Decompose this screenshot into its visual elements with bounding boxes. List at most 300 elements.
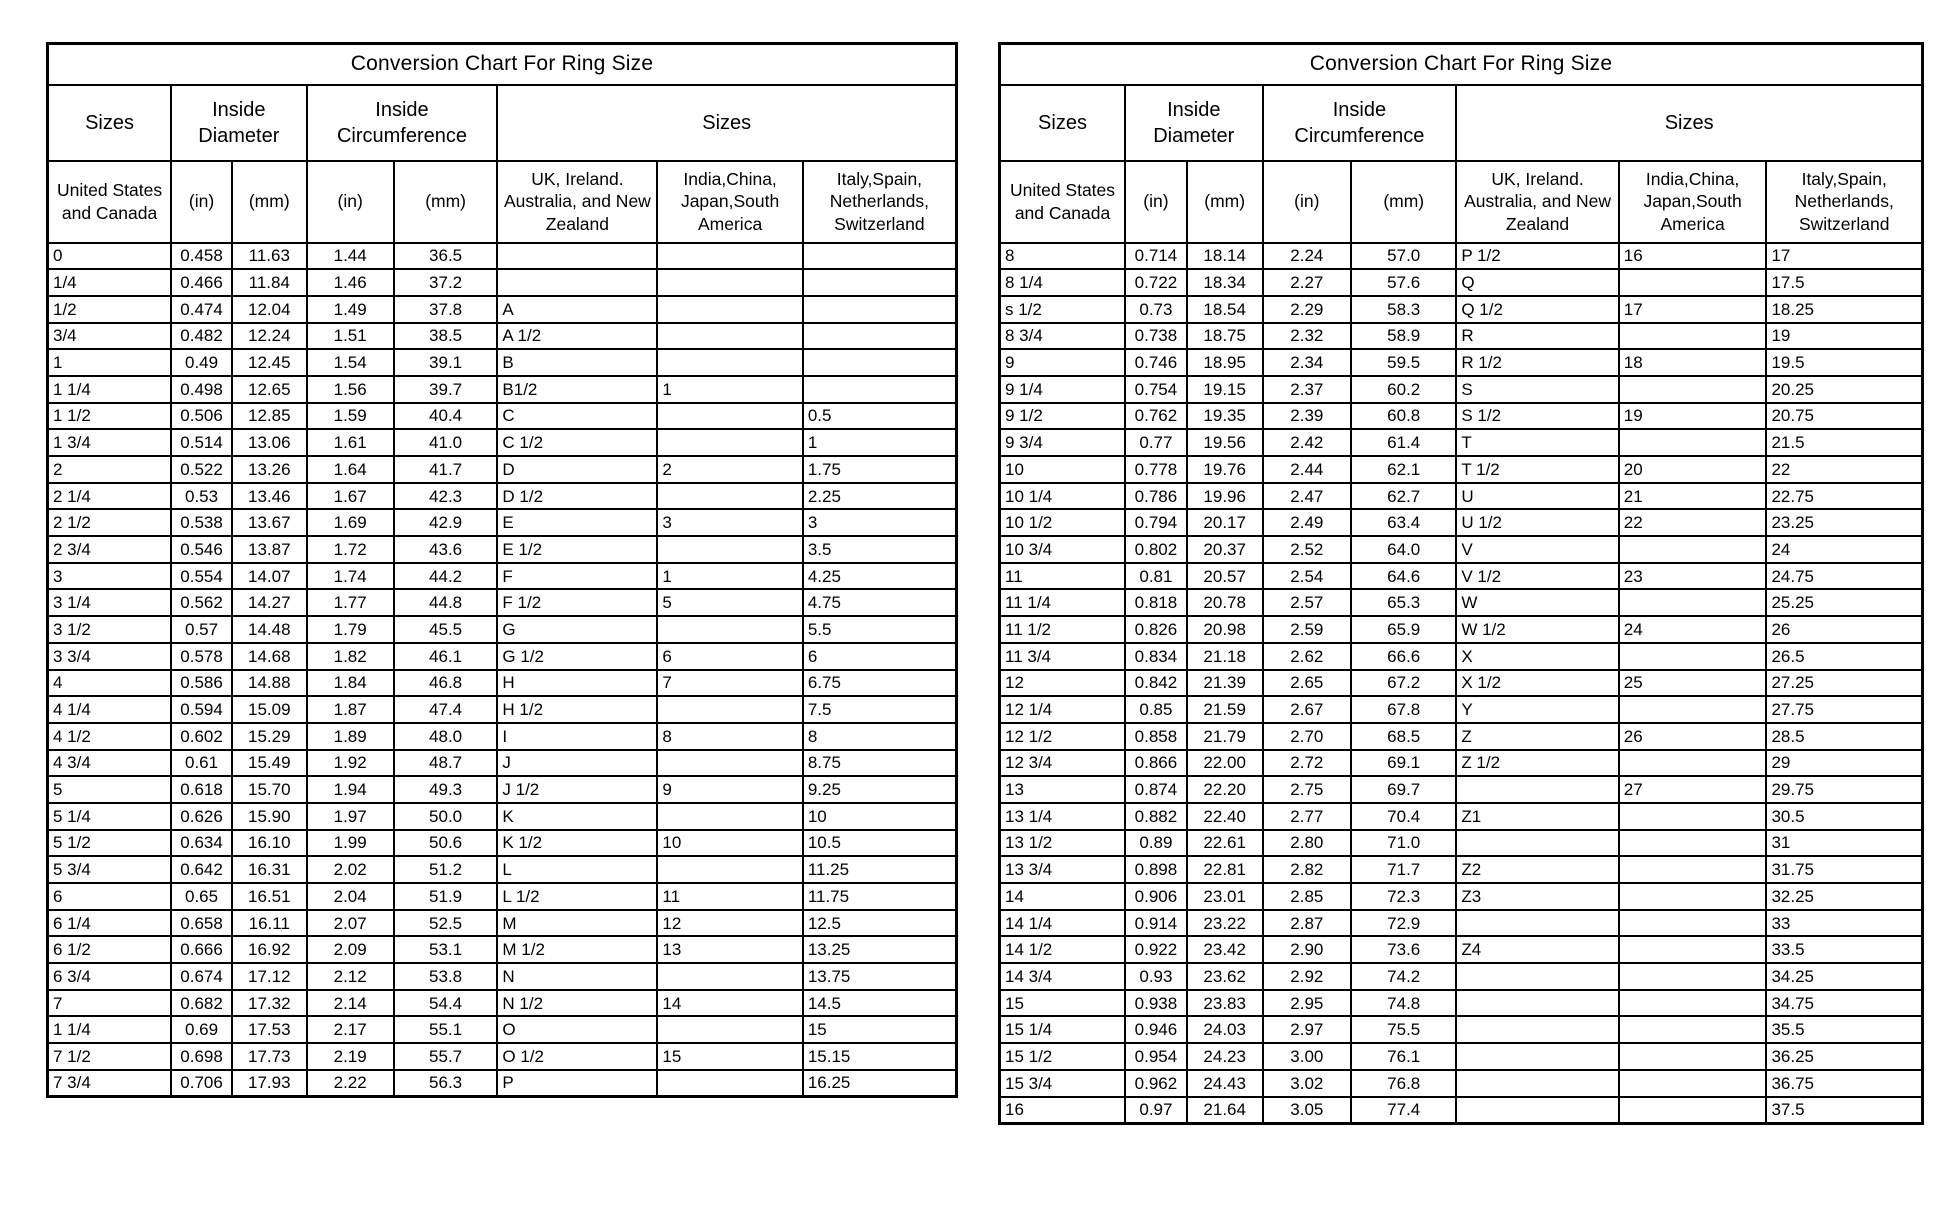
cell: 17 [1766, 243, 1922, 270]
cell: 71.7 [1351, 856, 1456, 883]
table-row [1000, 536, 1923, 563]
cell: S [1456, 376, 1618, 403]
table-title: Conversion Chart For Ring Size [1000, 44, 1923, 85]
cell: 46.1 [394, 643, 498, 670]
cell: 19.76 [1187, 456, 1263, 483]
cell: 3/4 [48, 323, 172, 350]
cell: 1/4 [48, 269, 172, 296]
cell: 13.25 [803, 936, 957, 963]
cell: 12 1/2 [1000, 723, 1126, 750]
table-row [48, 323, 957, 350]
cell: 75.5 [1351, 1016, 1456, 1043]
table-row [48, 243, 957, 270]
cell: 22.20 [1187, 776, 1263, 803]
cell: A [497, 296, 657, 323]
cell: 18.25 [1766, 296, 1922, 323]
cell [803, 296, 957, 323]
cell: 13 3/4 [1000, 856, 1126, 883]
cell: 8.75 [803, 750, 957, 777]
cell: 33.5 [1766, 936, 1922, 963]
cell: 2 3/4 [48, 536, 172, 563]
cell: 0.482 [171, 323, 232, 350]
cell: 0.97 [1125, 1097, 1187, 1124]
table-row [1000, 830, 1923, 857]
cell: 0.466 [171, 269, 232, 296]
cell [1619, 910, 1767, 937]
table-row [1000, 803, 1923, 830]
cell: 1.75 [803, 456, 957, 483]
cell: 1.94 [307, 776, 394, 803]
cell: 17 [1619, 296, 1767, 323]
table-row [48, 830, 957, 857]
cell: 5.5 [803, 616, 957, 643]
cell: 25.25 [1766, 589, 1922, 616]
cell: 13 1/4 [1000, 803, 1126, 830]
cell: 13.46 [232, 483, 307, 510]
cell: 17.12 [232, 963, 307, 990]
cell: 2.82 [1263, 856, 1352, 883]
table-row [1000, 269, 1923, 296]
cell: H [497, 670, 657, 697]
cell: 24.75 [1766, 563, 1922, 590]
cell: 18.54 [1187, 296, 1263, 323]
cell: 27 [1619, 776, 1767, 803]
cell: 10.5 [803, 830, 957, 857]
cell: 57.0 [1351, 243, 1456, 270]
cell: 1.77 [307, 589, 394, 616]
cell: 22.75 [1766, 483, 1922, 510]
cell: 35.5 [1766, 1016, 1922, 1043]
cell: 17.32 [232, 990, 307, 1017]
table-row [1000, 616, 1923, 643]
subheader-us-canada: United States and Canada [48, 161, 172, 243]
cell: 15 1/4 [1000, 1016, 1126, 1043]
cell: 77.4 [1351, 1097, 1456, 1124]
table-row [48, 670, 957, 697]
header-sizes-international: Sizes [497, 85, 956, 161]
table-row [1000, 243, 1923, 270]
cell: 15 [1000, 990, 1126, 1017]
cell: 5 3/4 [48, 856, 172, 883]
cell: 18 [1619, 349, 1767, 376]
cell: 21 [1619, 483, 1767, 510]
table-row [48, 990, 957, 1017]
cell: 2 [48, 456, 172, 483]
cell: 69.7 [1351, 776, 1456, 803]
cell: 64.6 [1351, 563, 1456, 590]
cell [1619, 536, 1767, 563]
cell: 1.44 [307, 243, 394, 270]
cell: 0.61 [171, 750, 232, 777]
cell: 42.3 [394, 483, 498, 510]
cell: 6 [657, 643, 802, 670]
cell: 15.09 [232, 696, 307, 723]
table-row [1000, 429, 1923, 456]
cell: I [497, 723, 657, 750]
cell: 0.522 [171, 456, 232, 483]
cell: K 1/2 [497, 830, 657, 857]
cell: 19.15 [1187, 376, 1263, 403]
cell: 41.7 [394, 456, 498, 483]
cell: 66.6 [1351, 643, 1456, 670]
cell [1619, 269, 1767, 296]
cell: 2.87 [1263, 910, 1352, 937]
cell: 31 [1766, 830, 1922, 857]
table-row [48, 536, 957, 563]
cell: 0.914 [1125, 910, 1187, 937]
cell: 5 [657, 589, 802, 616]
cell: 2.95 [1263, 990, 1352, 1017]
cell: 13 [657, 936, 802, 963]
cell: 26.5 [1766, 643, 1922, 670]
cell: 5 1/4 [48, 803, 172, 830]
cell: 12 3/4 [1000, 750, 1126, 777]
cell: 1.67 [307, 483, 394, 510]
cell: 48.0 [394, 723, 498, 750]
cell: 59.5 [1351, 349, 1456, 376]
cell: 0.722 [1125, 269, 1187, 296]
cell: 9 1/4 [1000, 376, 1126, 403]
cell: 0.898 [1125, 856, 1187, 883]
cell: 2.24 [1263, 243, 1352, 270]
cell: 10 3/4 [1000, 536, 1126, 563]
cell [657, 243, 802, 270]
cell: 52.5 [394, 910, 498, 937]
cell: 3 [657, 509, 802, 536]
cell: 38.5 [394, 323, 498, 350]
cell [497, 269, 657, 296]
cell: 0.81 [1125, 563, 1187, 590]
cell: 8 [1000, 243, 1126, 270]
cell [1619, 1097, 1767, 1124]
cell: 0.498 [171, 376, 232, 403]
cell [657, 1016, 802, 1043]
cell: 6 [803, 643, 957, 670]
cell: 2.77 [1263, 803, 1352, 830]
cell: J 1/2 [497, 776, 657, 803]
cell: D 1/2 [497, 483, 657, 510]
cell: 2.22 [307, 1070, 394, 1097]
cell: 67.2 [1351, 670, 1456, 697]
cell: 11.75 [803, 883, 957, 910]
cell: 62.1 [1351, 456, 1456, 483]
ring-size-conversion-table-right [998, 42, 1924, 1125]
table-row [1000, 750, 1923, 777]
cell: 14.48 [232, 616, 307, 643]
cell: 12 1/4 [1000, 696, 1126, 723]
cell: 1.84 [307, 670, 394, 697]
cell [803, 349, 957, 376]
cell: Z3 [1456, 883, 1618, 910]
cell: 46.8 [394, 670, 498, 697]
cell: 55.1 [394, 1016, 498, 1043]
cell: 16.10 [232, 830, 307, 857]
cell: 56.3 [394, 1070, 498, 1097]
cell: 0.642 [171, 856, 232, 883]
cell: 0.474 [171, 296, 232, 323]
cell: 11.63 [232, 243, 307, 270]
cell: 65.3 [1351, 589, 1456, 616]
cell: 9 [1000, 349, 1126, 376]
table-row [1000, 990, 1923, 1017]
cell: J [497, 750, 657, 777]
cell: 22.81 [1187, 856, 1263, 883]
cell: 17.93 [232, 1070, 307, 1097]
subheader-uk-ireland-australia-nz: UK, Ireland. Australia, and New Zealand [497, 161, 657, 243]
cell: 62.7 [1351, 483, 1456, 510]
cell: 2.32 [1263, 323, 1352, 350]
cell: 0.946 [1125, 1016, 1187, 1043]
cell: 14 [1000, 883, 1126, 910]
table-row [1000, 1070, 1923, 1097]
cell: X 1/2 [1456, 670, 1618, 697]
cell: 0.626 [171, 803, 232, 830]
table-row [1000, 696, 1923, 723]
cell: 11.84 [232, 269, 307, 296]
cell: 2 1/2 [48, 509, 172, 536]
cell: 2.29 [1263, 296, 1352, 323]
cell [1619, 856, 1767, 883]
cell: 1.56 [307, 376, 394, 403]
cell: 2.72 [1263, 750, 1352, 777]
cell: 23.22 [1187, 910, 1263, 937]
cell [1456, 990, 1618, 1017]
table-row [1000, 483, 1923, 510]
table-row [48, 643, 957, 670]
cell: 39.7 [394, 376, 498, 403]
table-row [48, 856, 957, 883]
cell: Z2 [1456, 856, 1618, 883]
cell: 73.6 [1351, 936, 1456, 963]
cell: 24.43 [1187, 1070, 1263, 1097]
cell: 2.44 [1263, 456, 1352, 483]
cell [657, 803, 802, 830]
cell: 1.61 [307, 429, 394, 456]
cell [657, 1070, 802, 1097]
cell: 33 [1766, 910, 1922, 937]
cell: G [497, 616, 657, 643]
table-row [48, 509, 957, 536]
cell: 20.37 [1187, 536, 1263, 563]
cell: 1.79 [307, 616, 394, 643]
cell: W 1/2 [1456, 616, 1618, 643]
table-row [1000, 910, 1923, 937]
cell [657, 856, 802, 883]
cell: 0.762 [1125, 403, 1187, 430]
cell: 19.35 [1187, 403, 1263, 430]
cell: B1/2 [497, 376, 657, 403]
cell: 0.594 [171, 696, 232, 723]
cell: 2.49 [1263, 509, 1352, 536]
cell: 0.754 [1125, 376, 1187, 403]
cell: 12.04 [232, 296, 307, 323]
cell: 30.5 [1766, 803, 1922, 830]
cell: 1.87 [307, 696, 394, 723]
cell: 2.67 [1263, 696, 1352, 723]
cell: 2.80 [1263, 830, 1352, 857]
cell: 20 [1619, 456, 1767, 483]
cell: 6 1/4 [48, 910, 172, 937]
cell: 12.65 [232, 376, 307, 403]
cell: 0.658 [171, 910, 232, 937]
cell: 0.618 [171, 776, 232, 803]
cell: 16.11 [232, 910, 307, 937]
cell: 0.666 [171, 936, 232, 963]
cell: 15.15 [803, 1043, 957, 1070]
cell [1456, 963, 1618, 990]
cell: 16.92 [232, 936, 307, 963]
subheader-circumference-in: (in) [1263, 161, 1352, 243]
cell: 5 [48, 776, 172, 803]
cell: 21.5 [1766, 429, 1922, 456]
cell: 53.1 [394, 936, 498, 963]
cell: 23.25 [1766, 509, 1922, 536]
cell: 72.9 [1351, 910, 1456, 937]
cell: 0.682 [171, 990, 232, 1017]
cell: 12 [657, 910, 802, 937]
cell: 20.57 [1187, 563, 1263, 590]
table-row [1000, 936, 1923, 963]
cell: 29 [1766, 750, 1922, 777]
cell: Q [1456, 269, 1618, 296]
cell: 2.07 [307, 910, 394, 937]
cell: N 1/2 [497, 990, 657, 1017]
cell: 6.75 [803, 670, 957, 697]
cell: Z 1/2 [1456, 750, 1618, 777]
cell: 23.42 [1187, 936, 1263, 963]
cell: 47.4 [394, 696, 498, 723]
cell: 2.12 [307, 963, 394, 990]
cell: G 1/2 [497, 643, 657, 670]
cell: 0.458 [171, 243, 232, 270]
cell: 0.602 [171, 723, 232, 750]
cell: B [497, 349, 657, 376]
cell [657, 269, 802, 296]
cell: 8 3/4 [1000, 323, 1126, 350]
cell: 15.49 [232, 750, 307, 777]
cell: 74.8 [1351, 990, 1456, 1017]
cell: 31.75 [1766, 856, 1922, 883]
cell: 1 [48, 349, 172, 376]
cell: 15.90 [232, 803, 307, 830]
cell: N [497, 963, 657, 990]
cell: 23.83 [1187, 990, 1263, 1017]
cell: 1 1/4 [48, 1016, 172, 1043]
table-row [1000, 403, 1923, 430]
cell: 12.5 [803, 910, 957, 937]
table-row [48, 1016, 957, 1043]
cell: 0.514 [171, 429, 232, 456]
subheader-uk-ireland-australia-nz: UK, Ireland. Australia, and New Zealand [1456, 161, 1618, 243]
cell: 13.06 [232, 429, 307, 456]
cell: X [1456, 643, 1618, 670]
cell: R 1/2 [1456, 349, 1618, 376]
table-row [1000, 589, 1923, 616]
cell: 1 1/2 [48, 403, 172, 430]
cell: 14.68 [232, 643, 307, 670]
table-row [1000, 456, 1923, 483]
cell: 44.8 [394, 589, 498, 616]
cell: 17.73 [232, 1043, 307, 1070]
cell: 50.0 [394, 803, 498, 830]
cell: 29.75 [1766, 776, 1922, 803]
cell: 17.53 [232, 1016, 307, 1043]
cell: 2 1/4 [48, 483, 172, 510]
cell: 0.93 [1125, 963, 1187, 990]
cell: 24 [1619, 616, 1767, 643]
cell: 7 3/4 [48, 1070, 172, 1097]
cell: 18.14 [1187, 243, 1263, 270]
cell: 0.698 [171, 1043, 232, 1070]
cell: W [1456, 589, 1618, 616]
cell [1619, 376, 1767, 403]
cell: 1 3/4 [48, 429, 172, 456]
cell: 0.706 [171, 1070, 232, 1097]
cell: 21.18 [1187, 643, 1263, 670]
cell: 1.69 [307, 509, 394, 536]
cell: 9.25 [803, 776, 957, 803]
cell: 9 3/4 [1000, 429, 1126, 456]
cell: 49.3 [394, 776, 498, 803]
cell: U 1/2 [1456, 509, 1618, 536]
table-body [1000, 243, 1923, 1124]
table-row [48, 589, 957, 616]
cell: 2.19 [307, 1043, 394, 1070]
table-row [1000, 670, 1923, 697]
cell [1619, 323, 1767, 350]
cell: 2.57 [1263, 589, 1352, 616]
cell: O 1/2 [497, 1043, 657, 1070]
table-row [48, 403, 957, 430]
cell: 48.7 [394, 750, 498, 777]
cell: 65.9 [1351, 616, 1456, 643]
cell: 11 1/4 [1000, 589, 1126, 616]
cell: 45.5 [394, 616, 498, 643]
cell [1456, 1097, 1618, 1124]
cell: 1.92 [307, 750, 394, 777]
cell: 17.5 [1766, 269, 1922, 296]
cell: 10 1/4 [1000, 483, 1126, 510]
cell: 0.634 [171, 830, 232, 857]
table-row [48, 269, 957, 296]
header-inside-circumference: Inside Circumference [1263, 85, 1457, 161]
cell: 2.04 [307, 883, 394, 910]
cell: C 1/2 [497, 429, 657, 456]
cell: 0.5 [803, 403, 957, 430]
cell [1456, 1070, 1618, 1097]
cell: 1.49 [307, 296, 394, 323]
cell: H 1/2 [497, 696, 657, 723]
cell: 3 [803, 509, 957, 536]
cell [803, 243, 957, 270]
cell: 19.56 [1187, 429, 1263, 456]
table-row [48, 723, 957, 750]
table-row [48, 616, 957, 643]
cell: 2.14 [307, 990, 394, 1017]
cell: 0.578 [171, 643, 232, 670]
cell: 16.31 [232, 856, 307, 883]
cell: 0.954 [1125, 1043, 1187, 1070]
cell [657, 483, 802, 510]
cell: 2.27 [1263, 269, 1352, 296]
cell: 58.9 [1351, 323, 1456, 350]
cell: 1.72 [307, 536, 394, 563]
cell: 6 1/2 [48, 936, 172, 963]
cell [657, 323, 802, 350]
cell: 7 [657, 670, 802, 697]
cell [1456, 830, 1618, 857]
cell: 42.9 [394, 509, 498, 536]
